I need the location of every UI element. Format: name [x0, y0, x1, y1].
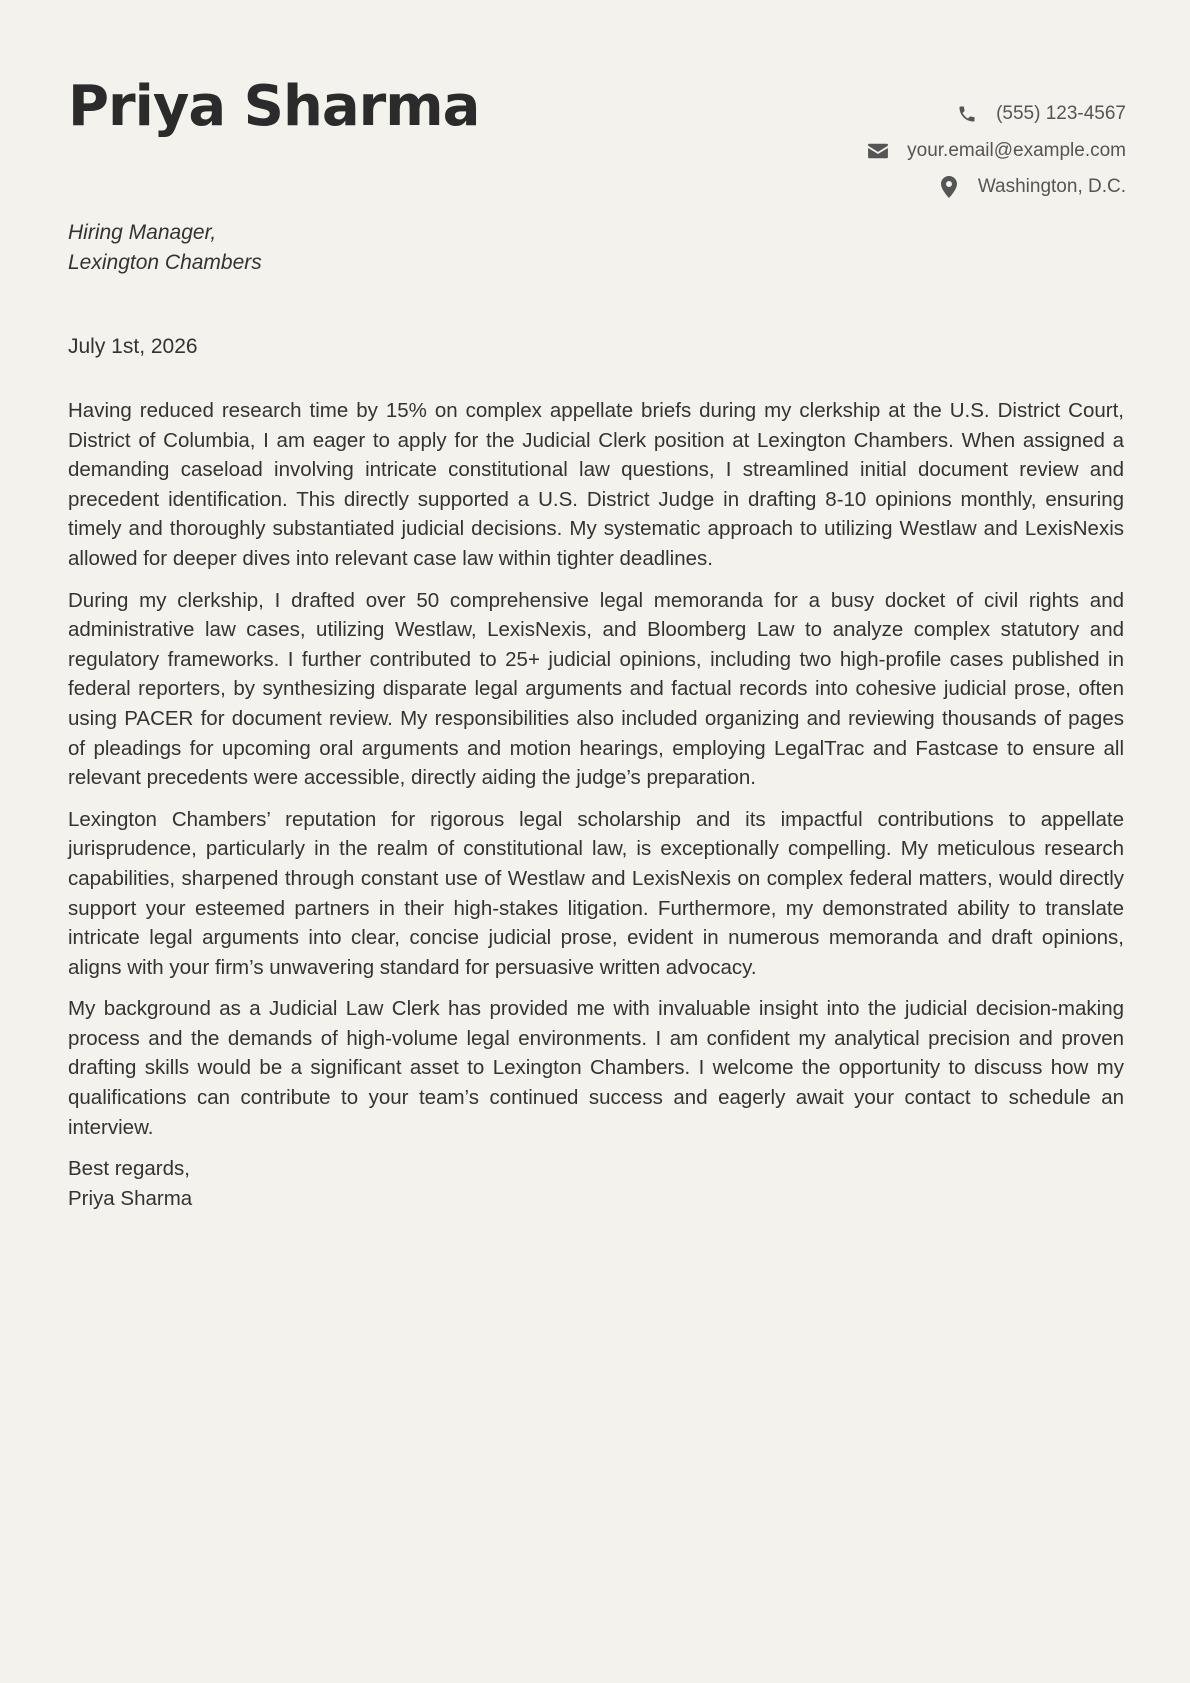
recipient-block: [68, 218, 262, 278]
email-text: your.email@example.com: [907, 139, 1126, 161]
body-paragraph: During my clerkship, I drafted over 50 comprehensive legal memoranda for a busy docket of civil rights and administrative law cases, utilizing Westlaw, LexisNexis, and Bloomberg Law to analyze complex statutory and regulatory frameworks. I further contributed to 25+ judicial opinions, including two high-profile cases published in federal reporters, by synthesizing disparate legal arguments and factual records into cohesive judicial prose, often using PACER for document review. My responsibilities also included organizing and reviewing thousands of pages of pleadings for upcoming oral arguments and motion hearings, employing LegalTrac and Fastcase to ensure all relevant precedents were accessible, directly aiding the judge’s preparation.: [68, 588, 1124, 790]
contact-block: [867, 96, 1126, 206]
location-text: Washington, D.C.: [977, 176, 1126, 198]
applicant-name: Priya Sharma: [68, 74, 480, 139]
body-paragraph: My background as a Judicial Law Clerk has provided me with invaluable insight into the judicial decision-making process and the demands of high-volume legal environments. I am confident my analytical precision and proven drafting skills would be a significant asset to Lexington Chambers. I welcome the opportunity to discuss how my qualifications can contribute to your team’s continued success and eagerly await your contact to schedule an interview.: [68, 997, 1124, 1139]
closing-signature: Priya Sharma: [68, 1186, 193, 1210]
letter-body: [68, 396, 1124, 1213]
envelope-icon: [867, 140, 889, 162]
closing-block: [68, 1154, 1124, 1213]
contact-email: [867, 133, 1126, 170]
contact-phone: [867, 96, 1126, 133]
body-paragraph: Having reduced research time by 15% on complex appellate briefs during my clerkship at the U.S. District Court, District of Columbia, I am eager to apply for the Judicial Clerk position at Lexington Chambers. When assigned a demanding caseload involving intricate constitutional law questions, I streamlined initial document review and precedent identification. This directly supported a U.S. District Judge in drafting 8-10 opinions monthly, ensuring timely and thoroughly substantiated judicial decisions. My systematic approach to utilizing Westlaw and LexisNexis allowed for deeper dives into relevant case law within tighter deadlines.: [68, 399, 1124, 570]
letter-date: July 1st, 2026: [68, 335, 198, 358]
recipient-title: Hiring Manager,: [68, 221, 217, 244]
body-paragraph: Lexington Chambers’ reputation for rigorous legal scholarship and its impactful contributions to appellate jurisprudence, particularly in the realm of constitutional law, is exceptionally compelling. My meticulous research capabilities, sharpened through constant use of Westlaw and LexisNexis on complex federal matters, would directly support your esteemed partners in their high-stakes litigation. Furthermore, my demonstrated ability to translate intricate legal arguments into clear, concise judicial prose, evident in numerous memoranda and draft opinions, aligns with your firm’s unwavering standard for persuasive written advocacy.: [68, 807, 1124, 979]
map-pin-icon: [938, 176, 960, 198]
contact-location: [867, 169, 1126, 206]
closing-salutation: Best regards,: [68, 1157, 190, 1181]
phone-text: (555) 123-4567: [996, 103, 1126, 125]
recipient-company: Lexington Chambers: [68, 251, 262, 274]
phone-icon: [956, 103, 978, 125]
